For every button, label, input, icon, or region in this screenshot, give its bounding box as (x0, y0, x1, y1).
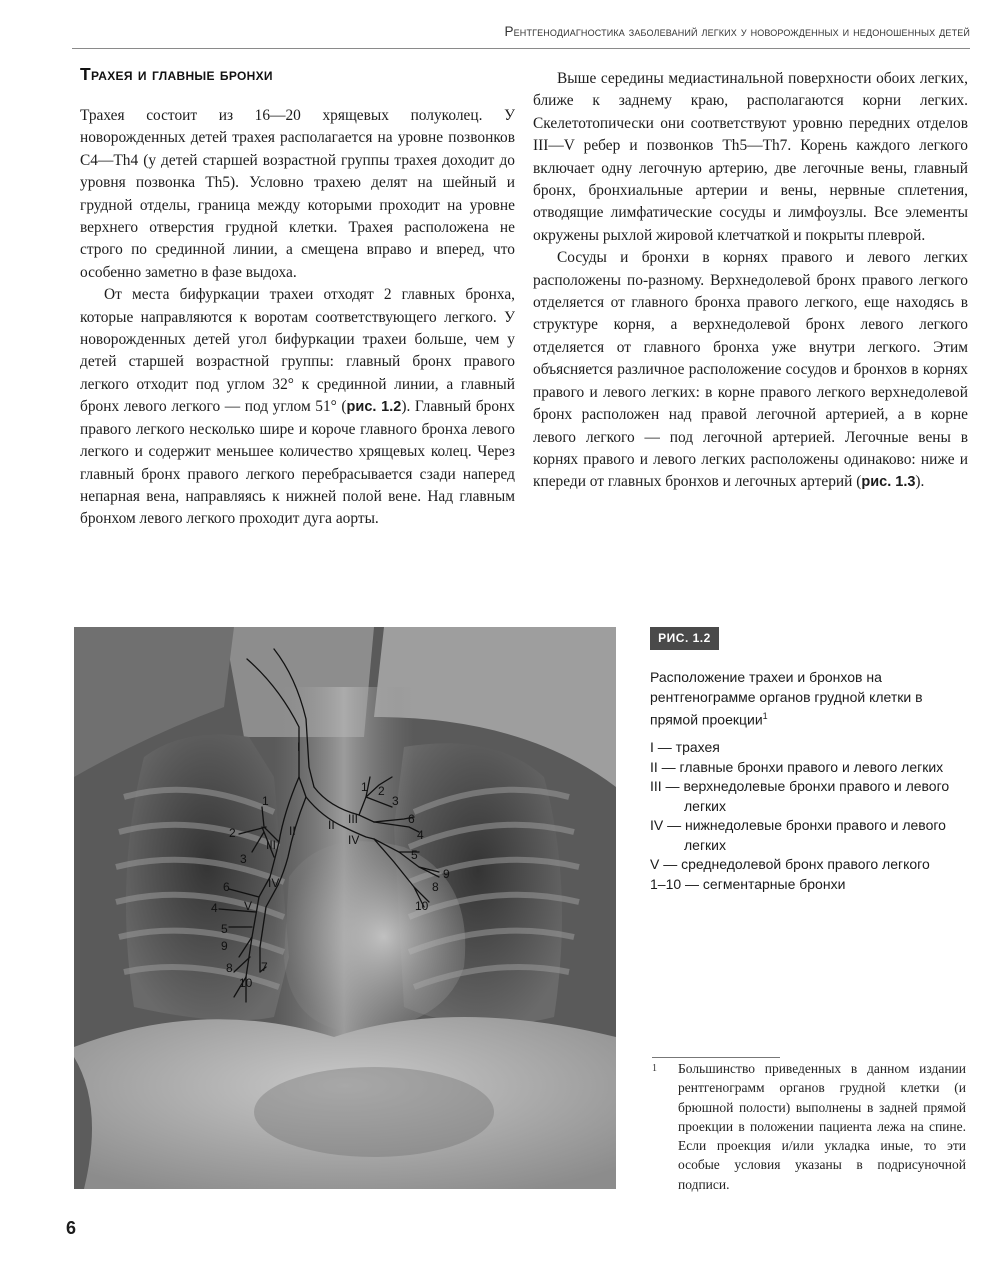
section-heading: Трахея и главные бронхи (80, 64, 273, 84)
label-l1: 1 (361, 780, 368, 794)
label-l8: 8 (432, 880, 439, 894)
paragraph: Выше середины медиастинальной поверхности обоих легких, ближе к заднему краю, располагаются корни легких. Скелетотопически они соответствуют уровню передних отделов III—V ребер и позвонков Th5—Th7. Корень каждого легкого включает одну легочную артерию, две легочные вены, главный бронх, бронхиальные артерии и вены, нервные сплетения, отводящие лимфатические сосуды и лимфоузлы. Все элементы окружены рыхлой жировой клетчаткой и покрыты плеврой. (533, 70, 968, 244)
figure-caption-text: Расположение трахеи и бронхов на рентгенограмме органов грудной клетки в прямой проекции (650, 669, 923, 728)
footnote: Большинство приведенных в данном издании рентгенограмм органов грудной клетки (и брюшной полости) выполнены в задней прямой проекции в положении пациента лежа на спине. Если проекция и/или укладка иные, то эти особые условия указаны в подрисуночной подписи. (678, 1061, 966, 1192)
figure-caption (650, 668, 970, 730)
label-lower-right: IV (268, 876, 280, 890)
footnote-reference: 1 (762, 711, 768, 721)
legend-item: IV — нижнедолевые бронхи правого и левого легких (650, 817, 946, 853)
label-r8: 8 (226, 961, 233, 975)
footnote-mark: 1 (652, 1063, 657, 1074)
label-r2: 2 (229, 826, 236, 840)
paragraph-text: Сосуды и бронхи в корнях правого и левого легких расположены по-разному. Верхнедолевой бронх правого легкого отделяется от главного бронха правого легкого, еще находясь в структуре корня, а верхнедолевой бронх левого легкого отделяется от главного бронха уже внутри легкого. Этим объясняется различное расположение сосудов и бронхов в корнях правого и левого легких: в корне правого легкого верхнедолевой бронх расположен над правой легочной артерией, а в корне левого легкого — под легочной артерией. Легочные вены в корнях правого и левого легких расположены одинаково: ниже и кпереди от главных бронхов и легочных артерий ( (533, 249, 968, 491)
figure-number-badge: РИС. 1.2 (650, 627, 719, 650)
figure-reference: рис. 1.2 (346, 399, 402, 416)
label-upper-left: III (348, 812, 359, 826)
figure-reference: рис. 1.3 (861, 474, 916, 491)
figure-legend (650, 738, 980, 894)
legend-item: 1–10 — сегментарные бронхи (650, 875, 846, 892)
label-l5: 5 (411, 848, 418, 862)
page-number: 6 (66, 1218, 77, 1238)
label-lower-left: IV (348, 833, 360, 847)
label-middle-right: V (244, 899, 253, 913)
running-header: Рентгенодиагностика заболеваний легких у новорожденных и недоношенных детей (504, 24, 970, 39)
label-main-left: II (328, 818, 335, 832)
paragraph: Трахея состоит из 16—20 хрящевых полуколец. У новорожденных детей трахея располагается на уровне позвонков С4—Th4 (у детей старшей возрастной группы трахея доходит до уровня позвонка Th5). Условно трахею делят на шейный и грудной отделы, граница между которыми проходит на уровне верхнего отверстия грудной клетки. Трахея расположена не строго по срединной линии, а смещена вправо и вперед, что особенно заметно в фазе выдоха. (80, 107, 515, 281)
header-rule (72, 48, 970, 49)
chest-xray-image (74, 627, 616, 1189)
paragraph (80, 284, 515, 530)
label-l2: 2 (378, 784, 385, 798)
label-r6: 6 (223, 880, 230, 894)
legend-item: II — главные бронхи правого и левого легких (650, 758, 944, 775)
label-r9: 9 (221, 939, 228, 953)
label-main-right: II (289, 824, 296, 838)
label-l9: 9 (443, 867, 450, 881)
label-l10: 10 (415, 899, 429, 913)
right-column (533, 68, 968, 494)
paragraph-text: ). (915, 473, 925, 491)
legend-item: V — среднедолевой бронх правого легкого (650, 856, 930, 872)
label-upper-right: III (266, 838, 277, 852)
label-r7: 7 (261, 960, 268, 974)
footnote-rule (652, 1057, 780, 1058)
paragraph-text: От места бифуркации трахеи отходят 2 главных бронха, которые направляются к воротам соответствующего легкого. У новорожденных детей угол бифуркации трахеи больше, чем у детей старшей возрастной группы: главный бронх правого легкого отходит под углом 32° к срединной линии, а главный бронх левого легкого — под углом 51° ( (80, 286, 515, 416)
label-l3: 3 (392, 794, 399, 808)
label-r10: 10 (239, 976, 253, 990)
paragraph-text: ). Главный бронх правого легкого несколько шире и короче главного бронха левого легкого и содержит меньшее количество хрящевых колец. Через главный бронх правого легкого перебрасывается сзади наперед непарная вена, направляясь к нижней полой вене. Над главным бронхом левого легкого проходит дуга аорты. (80, 398, 515, 528)
chest-xray-figure (74, 627, 616, 1189)
label-l6: 6 (408, 812, 415, 826)
legend-item: III — верхнедолевые бронхи правого и левого легких (650, 778, 950, 814)
legend-item: I — трахея (650, 739, 720, 755)
label-r1: 1 (262, 794, 269, 808)
label-r4: 4 (211, 901, 218, 915)
label-l4: 4 (417, 828, 424, 842)
left-column (80, 62, 515, 531)
label-r3: 3 (240, 852, 247, 866)
label-trachea: I (297, 740, 301, 754)
label-r5: 5 (221, 922, 228, 936)
paragraph (533, 247, 968, 493)
